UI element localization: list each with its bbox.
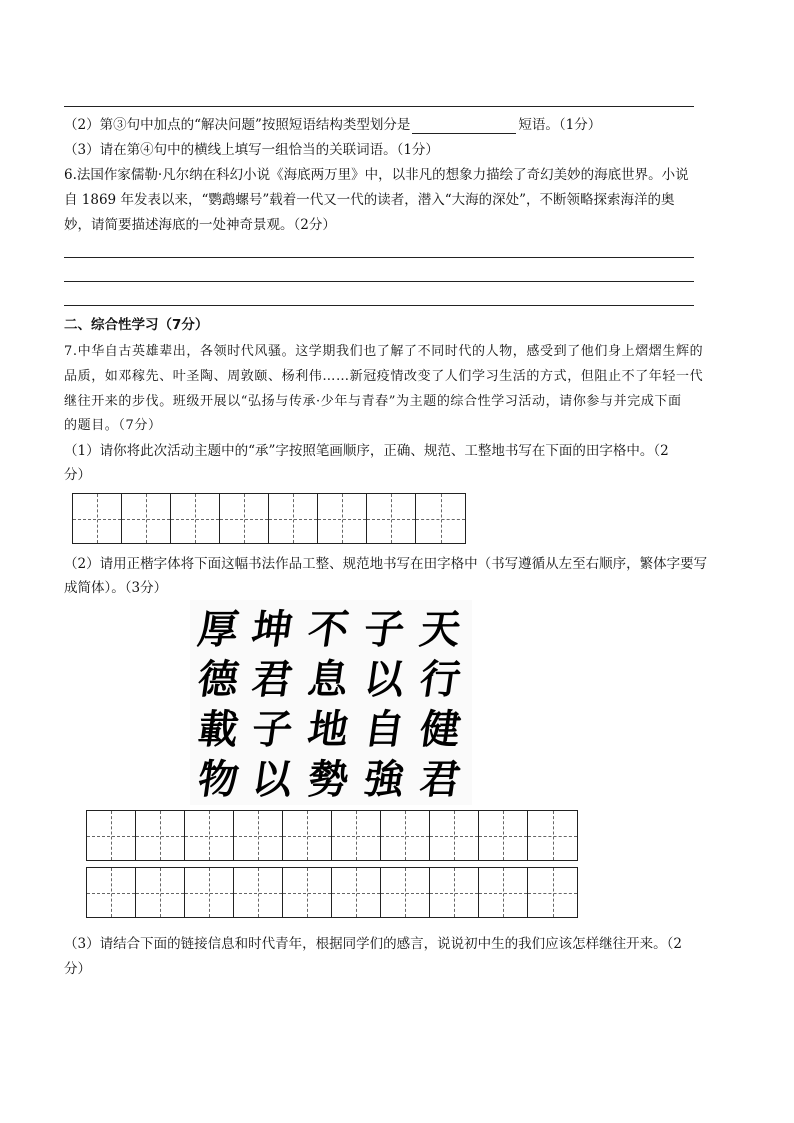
tianzige-cell[interactable] <box>220 494 269 543</box>
tianzige-cell[interactable] <box>87 868 136 917</box>
tianzige-cell[interactable] <box>269 494 318 543</box>
tianzige-cell[interactable] <box>283 868 332 917</box>
tianzige-cell[interactable] <box>332 868 381 917</box>
tianzige-cell[interactable] <box>318 494 367 543</box>
tianzige-cell[interactable] <box>479 811 528 860</box>
tianzige-cell[interactable] <box>528 868 577 917</box>
tianzige-cell[interactable] <box>528 811 577 860</box>
calligraphy-char: 子 <box>360 606 408 653</box>
tianzige-cell[interactable] <box>283 811 332 860</box>
q6-line: 妙，请简要描述海底的一处神奇景观。（2分） <box>64 217 336 233</box>
calligraphy-char: 地 <box>304 706 352 753</box>
q5-part2-text: （2）第③句中加点的“解决问题”按照短语结构类型划分是 <box>64 117 411 133</box>
calligraphy-char: 強 <box>360 756 408 803</box>
calligraphy-char: 君 <box>416 756 464 803</box>
calligraphy-char: 載 <box>194 706 242 753</box>
tianzige-grid-calligraphy-row-1 <box>86 810 578 861</box>
calligraphy-char: 行 <box>416 656 464 703</box>
calligraphy-char: 健 <box>416 706 464 753</box>
calligraphy-char: 自 <box>360 706 408 753</box>
calligraphy-char: 物 <box>194 756 242 803</box>
q7-part2: （2）请用正楷字体将下面这幅书法作品工整、规范地书写在田字格中（书写遵循从左至右顺序，繁体字要写 <box>64 556 708 572</box>
tianzige-grid-stroke-order <box>72 493 466 544</box>
calligraphy-char: 天 <box>416 606 464 653</box>
calligraphy-char: 厚 <box>194 606 242 653</box>
calligraphy-column <box>248 606 296 806</box>
q7-part1: 分） <box>64 467 91 483</box>
q7-part1: （1）请你将此次活动主题中的“承”字按照笔画顺序，正确、规范、工整地书写在下面的田字格中。（2 <box>64 443 669 459</box>
tianzige-cell[interactable] <box>381 811 430 860</box>
q5-part3: （3）请在第④句中的横线上填写一组恰当的关联词语。（1分） <box>64 142 439 158</box>
answer-line[interactable] <box>64 106 694 107</box>
answer-line[interactable] <box>64 281 694 282</box>
tianzige-cell[interactable] <box>332 811 381 860</box>
tianzige-cell[interactable] <box>430 868 479 917</box>
q7-part2: 成简体）。（3分） <box>64 580 168 596</box>
calligraphy-char: 勢 <box>304 756 352 803</box>
calligraphy-column <box>304 606 352 806</box>
q7-part3: 分） <box>64 961 91 977</box>
tianzige-cell[interactable] <box>136 868 185 917</box>
calligraphy-char: 德 <box>194 656 242 703</box>
tianzige-cell[interactable] <box>430 811 479 860</box>
q5-part2 <box>64 116 601 134</box>
q6-line: 6.法国作家儒勒·凡尔纳在科幻小说《海底两万里》中，以非凡的想象力描绘了奇幻美妙的海底世界。小说 <box>64 167 689 183</box>
tianzige-cell[interactable] <box>171 494 220 543</box>
tianzige-cell[interactable] <box>234 811 283 860</box>
tianzige-cell[interactable] <box>185 868 234 917</box>
q7-part3: （3）请结合下面的链接信息和时代青年，根据同学们的感言，说说初中生的我们应该怎样继往开来。（2 <box>64 936 682 952</box>
section-title: 二、综合性学习（7分） <box>64 317 209 333</box>
tianzige-cell[interactable] <box>73 494 122 543</box>
calligraphy-char: 以 <box>360 656 408 703</box>
calligraphy-char: 子 <box>248 706 296 753</box>
q7-line: 品质，如邓稼先、叶圣陶、周敦颐、杨利伟……新冠疫情改变了人们学习生活的方式，但阻止不了年轻一代 <box>64 369 704 384</box>
tianzige-cell[interactable] <box>185 811 234 860</box>
q7-line: 继往开来的步伐。班级开展以“弘扬与传承·少年与青春”为主题的综合性学习活动，请你参与并完成下面 <box>64 394 682 409</box>
tianzige-cell[interactable] <box>122 494 171 543</box>
calligraphy-char: 以 <box>248 756 296 803</box>
calligraphy-column <box>194 606 242 806</box>
q5-part2-tail: 短语。（1分） <box>518 117 602 133</box>
tianzige-cell[interactable] <box>367 494 416 543</box>
tianzige-cell[interactable] <box>479 868 528 917</box>
calligraphy-char: 息 <box>304 656 352 703</box>
tianzige-cell[interactable] <box>381 868 430 917</box>
q7-line: 7.中华自古英雄辈出，各领时代风骚。这学期我们也了解了不同时代的人物，感受到了他们身上熠熠生辉的 <box>64 344 704 359</box>
calligraphy-column <box>360 606 408 806</box>
tianzige-cell[interactable] <box>87 811 136 860</box>
q7-line: 的题目。（7分） <box>64 418 162 433</box>
tianzige-cell[interactable] <box>416 494 465 543</box>
tianzige-cell[interactable] <box>136 811 185 860</box>
q6-line: 自 1869 年发表以来，“鹦鹉螺号”载着一代又一代的读者，潜入“大海的深处”，不断领略探索海洋的奥 <box>64 192 675 208</box>
answer-line[interactable] <box>64 305 694 306</box>
calligraphy-artwork <box>190 600 472 805</box>
calligraphy-char: 不 <box>304 606 352 653</box>
calligraphy-char: 坤 <box>248 606 296 653</box>
calligraphy-char: 君 <box>248 656 296 703</box>
tianzige-cell[interactable] <box>234 868 283 917</box>
answer-line[interactable] <box>64 257 694 258</box>
tianzige-grid-calligraphy-row-2 <box>86 867 578 918</box>
calligraphy-column <box>416 606 464 806</box>
answer-blank[interactable] <box>412 119 516 134</box>
